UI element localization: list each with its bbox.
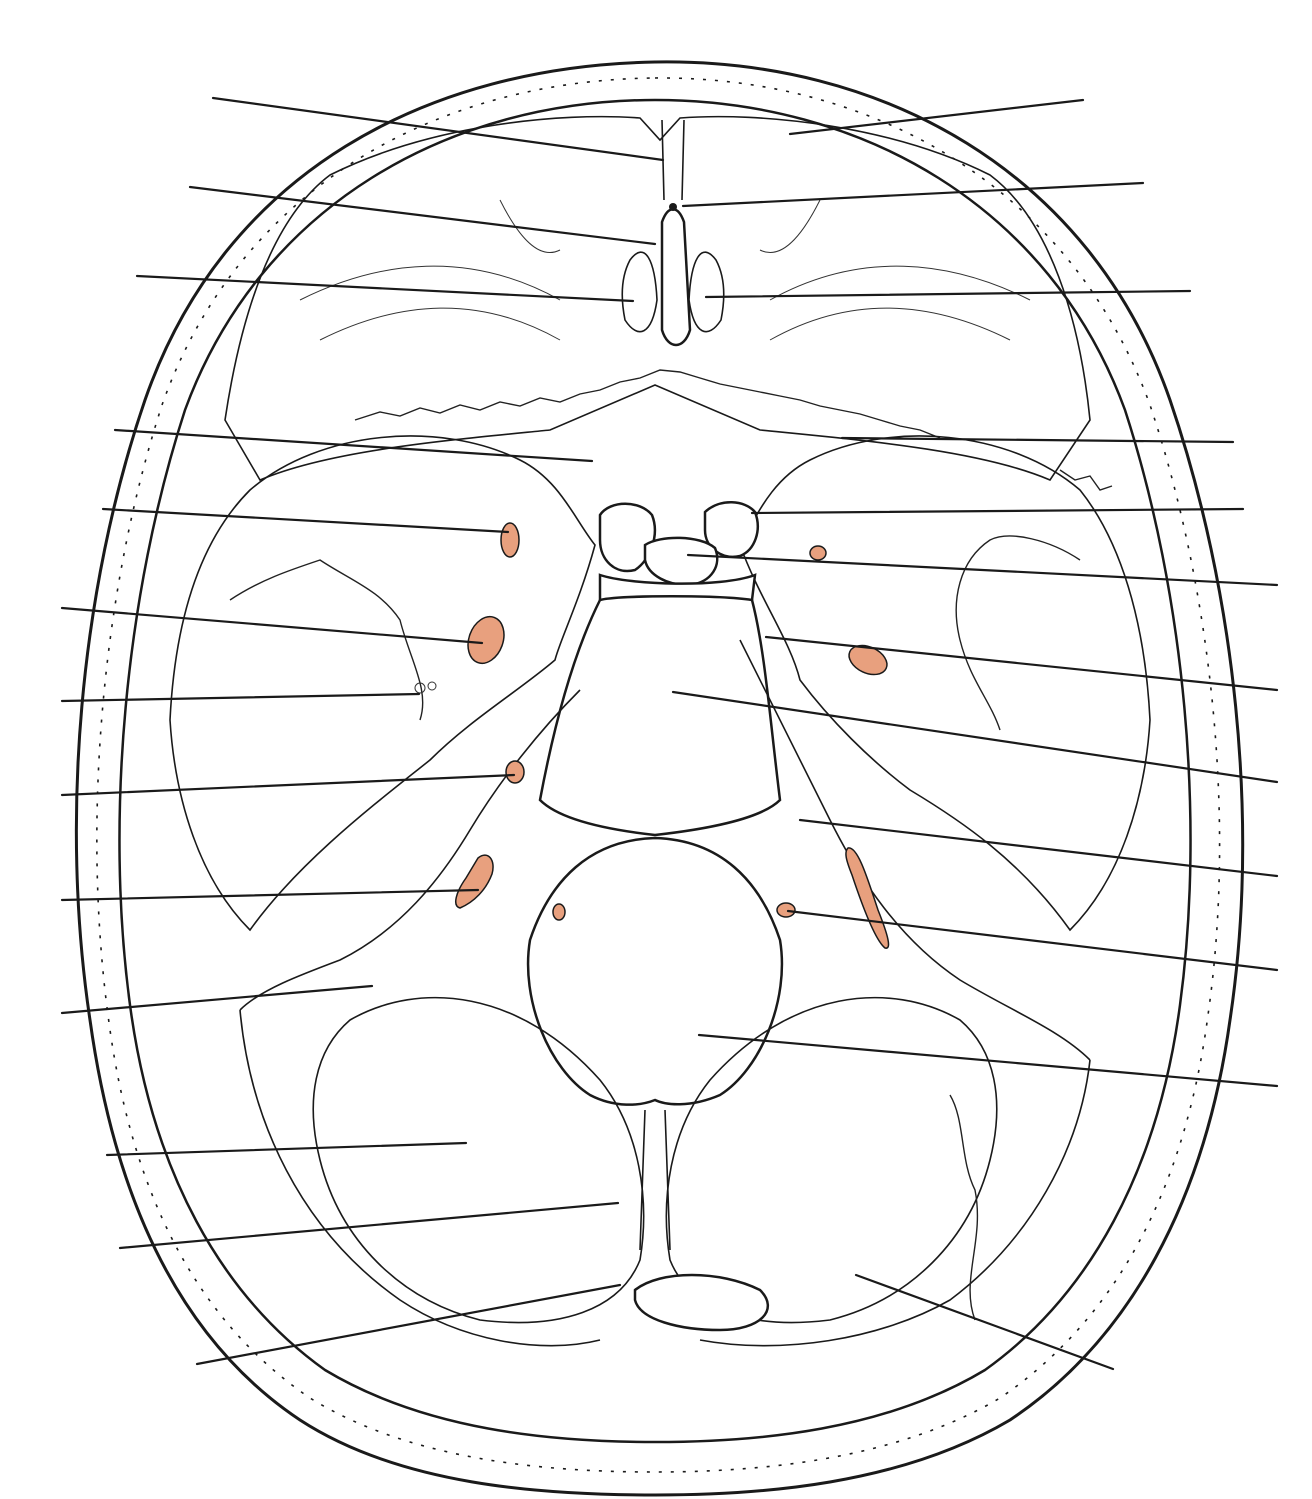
hypoglossal-canal-left xyxy=(553,904,565,920)
foramen-magnum xyxy=(528,838,782,1105)
foramen-rotundum-right xyxy=(810,546,826,560)
foramen-cecum xyxy=(669,203,677,211)
foramen-lacerum-left xyxy=(506,761,524,783)
hypoglossal-canal-right xyxy=(777,903,795,917)
superior-orbital-fissure-left xyxy=(501,523,519,557)
